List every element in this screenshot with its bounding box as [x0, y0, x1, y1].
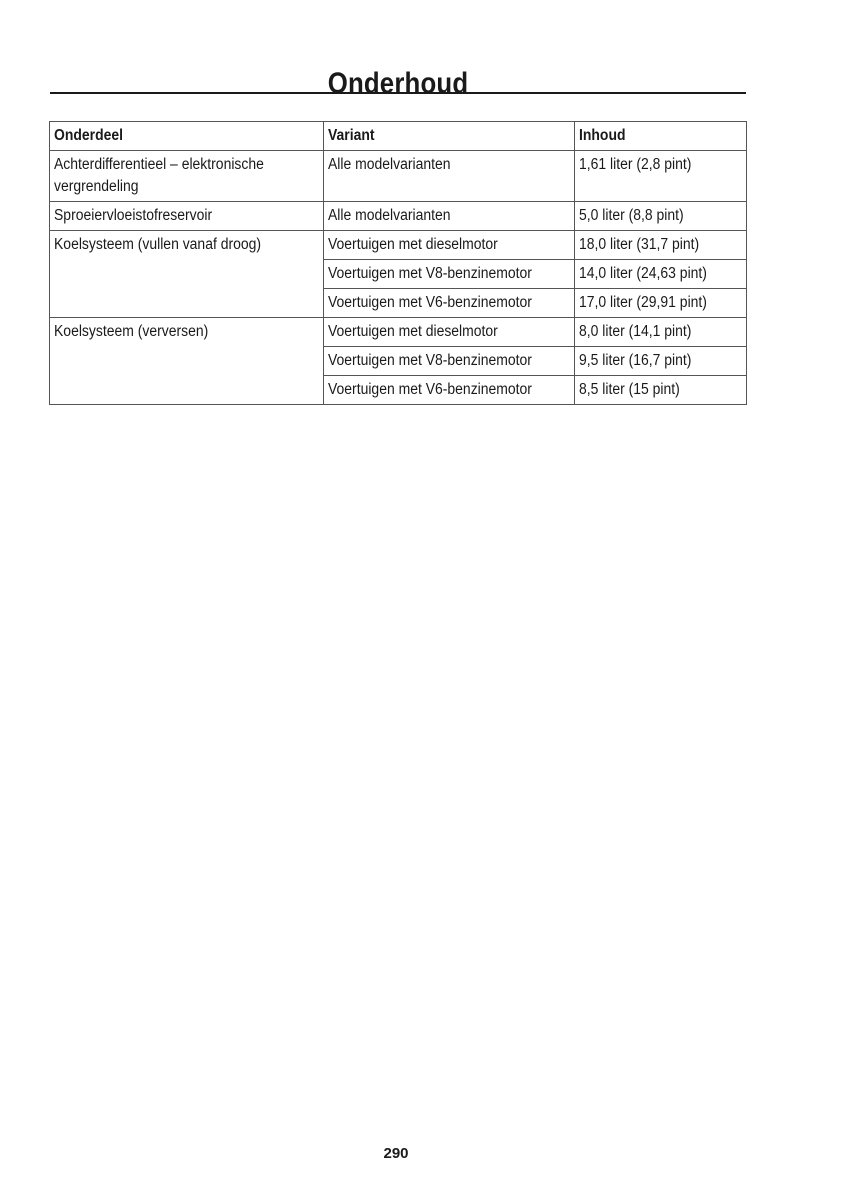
component-cell [50, 202, 324, 231]
variant-cell [324, 289, 575, 318]
capacity-cell [575, 151, 747, 202]
capacity-cell [575, 260, 747, 289]
variant-text: Voertuigen met dieselmotor [328, 323, 498, 340]
component-cell [50, 231, 324, 318]
variant-cell [324, 151, 575, 202]
column-header-label: Variant [328, 127, 375, 144]
variant-text: Alle modelvarianten [328, 207, 451, 224]
component-cell [50, 151, 324, 202]
variant-cell [324, 347, 575, 376]
capacity-text: 1,61 liter (2,8 pint) [579, 156, 692, 173]
capacity-text: 5,0 liter (8,8 pint) [579, 207, 684, 224]
variant-text: Alle modelvarianten [328, 156, 451, 173]
capacity-table [49, 121, 747, 405]
capacity-cell [575, 376, 747, 405]
capacity-text: 8,0 liter (14,1 pint) [579, 323, 692, 340]
variant-cell [324, 231, 575, 260]
capacity-text: 8,5 liter (15 pint) [579, 381, 680, 398]
component-text: Achterdifferentieel – elektronische vergrendeling [54, 156, 264, 195]
column-header-variant [324, 122, 575, 151]
capacity-text: 14,0 liter (24,63 pint) [579, 265, 707, 282]
variant-text: Voertuigen met V6-benzinemotor [328, 381, 532, 398]
capacity-text: 9,5 liter (16,7 pint) [579, 352, 692, 369]
variant-text: Voertuigen met V6-benzinemotor [328, 294, 532, 311]
column-header-capacity [575, 122, 747, 151]
variant-cell [324, 318, 575, 347]
column-header-label: Onderdeel [54, 127, 124, 144]
column-header-component [50, 122, 324, 151]
page-number: 290 [383, 1145, 409, 1162]
table-row [50, 231, 747, 260]
table-row [50, 202, 747, 231]
variant-cell [324, 202, 575, 231]
variant-text: Voertuigen met V8-benzinemotor [328, 352, 532, 369]
capacity-text: 18,0 liter (31,7 pint) [579, 236, 700, 253]
table-row [50, 151, 747, 202]
component-text: Koelsysteem (verversen) [54, 323, 209, 340]
table-header-row [50, 122, 747, 151]
variant-text: Voertuigen met V8-benzinemotor [328, 265, 532, 282]
component-cell [50, 318, 324, 405]
component-text: Sproeiervloeistofreservoir [54, 207, 213, 224]
capacity-cell [575, 318, 747, 347]
capacity-text: 17,0 liter (29,91 pint) [579, 294, 707, 311]
variant-text: Voertuigen met dieselmotor [328, 236, 498, 253]
capacity-cell [575, 231, 747, 260]
column-header-label: Inhoud [579, 127, 626, 144]
component-text: Koelsysteem (vullen vanaf droog) [54, 236, 262, 253]
page-title: Onderhoud [327, 67, 469, 101]
variant-cell [324, 260, 575, 289]
title-divider [50, 92, 746, 94]
table-row [50, 318, 747, 347]
capacity-cell [575, 347, 747, 376]
variant-cell [324, 376, 575, 405]
capacity-cell [575, 289, 747, 318]
capacity-cell [575, 202, 747, 231]
